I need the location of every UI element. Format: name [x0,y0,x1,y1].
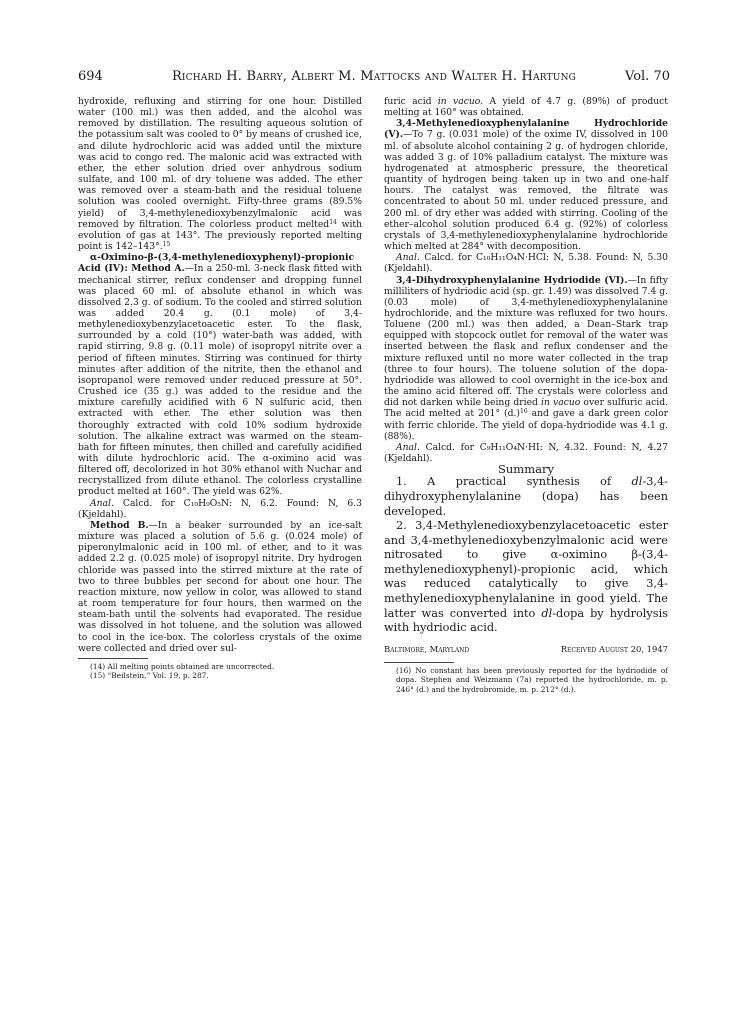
summary-item-2: 2. 3,4-Methylenedioxybenzylacetoacetic ester and 3,4-methylenedioxybenzylmalonic acid were nitrosated to give α-oximino β-(3,4-methylenedioxyphenyl)-propionic acid, which was reduced catalytically to give 3,4-methylenedioxyphenylalanine in good yield. The latter was converted into dl-dopa by hydrolysis with hydriodic acid. [384,519,669,635]
summary-item-1: 1. A practical synthesis of dl-3,4-dihydroxyphenylalanine (dopa) has been developed. [384,475,668,518]
footnote-ref-15[interactable]: 15 [162,241,171,249]
footnote-15: (15) “Beilstein,” Vol. 19, p. 287. [90,671,209,681]
paragraph-analysis-vi: Anal. Calcd. for C₉H₁₁O₄N·HI: N, 4.32. Found: N, 4.27 (Kjeldahl). [384,441,668,464]
summary-section [384,464,668,636]
page-number: 694 [78,69,103,84]
paragraph-hydriodide-vi: 3,4-Dihydroxyphenylalanine Hydriodide (VI).—In fifty milliliters of hydriodic acid (sp. gr. 1.49) was dissolved 7.4 g. (0.03 mole) of 3,4-methylenedioxyphenylalanine hydrochloride, and the mixture was refluxed for two hours. Toluene (200 ml.) was then added, a Dean–Stark trap equipped with stopcock outlet for removal of the water was inserted between the flask and reflux condenser and the mixture refluxed until no more water collected in the trap (three to four hours). The toluene solution of the dopa-hydriodide was allowed to cool overnight in the ice-box and the amino acid filtered off. The crystals were colorless and did not darken while being dried in vacuo over sulfuric acid. The acid melted at 201° $(d.)^{16}$ and gave a dark green color with ferric chloride. The yield of dopa-hydriodide was 4.1 g. (88%). [384,274,669,442]
footnote-16: (16) No constant has been previously reported for the hydriodide of dopa. Stephen and Weizmann (7a) reported the hydrochloride, m. p. 246° (d.) and the hydrobromide, m. p. 212° (d.). [396,665,668,694]
footnote-ref-14[interactable]: 14 [329,218,337,226]
section-heading-method-b: Method B. [90,519,149,531]
section-heading-hydrochloride: 3,4-Methylenedioxyphenylalanine Hydrochloride (V). [384,118,668,141]
paragraph-method-b: Method B.—In a beaker surrounded by an ice-salt mixture was placed a solution of 5.6 g. (0.024 mole) of piperonylmalonic acid in 100 ml. of ether, and to it was added 2.2 g. (0.025 mole) of isopropyl nitrite. Dry hydrogen chloride was passed into the stirred mixture at the rate of two to three bubbles per second for about one hour. The reaction mixture, now yellow in color, was allowed to stand at room temperature for four hours, then warmed on the steam-bath until the solvents had evaporated. The residue was dissolved in hot toluene, and the solution was allowed to cool in the ice-box. The colorless crystals of the oxime were collected and dried over sul- [78,519,363,654]
footnote-14: (14) All melting points obtained are uncorrected. [90,661,275,671]
section-heading-oximino: α-Oximino-β-(3,4-methylenedioxyphenyl)-propionic Acid (IV): Method A. [78,252,355,275]
received-date: Received August 20, 1947 [560,643,668,654]
footnote-ref-16[interactable]: 16 [520,408,528,416]
paragraph-oximino-method-a: α-Oximino-β-(3,4-methylenedioxyphenyl)-propionic Acid (IV): Method A.—In a 250-ml. 3-neck flask fitted with mechanical stirrer, reflux condenser and dropping funnel was placed 60 ml. of absolute ethanol in which was dissolved 2.3 g. of sodium. To the cooled and stirred solution was added 20.4 g. (0.1 mole) of 3,4-methylenedioxybenzylacetoacetic ester. To the flask, surrounded by a cold (10°) water-bath was added, with rapid stirring, 9.8 g. (0.11 mole) of isopropyl nitrite over a period of fifteen minutes. Stirring was continued for thirty minutes after addition of the nitrite, then the ethanol and isopropanol were removed under reduced pressure at 50°. Crushed ice (35 g.) was added to the residue and the mixture carefully acidified with 6 N sulfuric acid, then extracted with ether. The ether solution was then thoroughly extracted with cold 10% sodium hydroxide solution. The alkaline extract was warmed on the steam-bath for fifteen minutes, then chilled and carefully acidified with dilute hydrochloric acid. The α-oximino acid was filtered off, decolorized in hot 30% ethanol with Nuchar and recrystallized from dilute ethanol. The colorless crystalline product melted at 160°. The yield was 62%. [78,252,363,498]
footnote-divider-right [384,662,454,663]
paragraph-hydrochloride-v: 3,4-Methylenedioxyphenylalanine Hydrochloride (V).—To 7 g. (0.031 mole) of the oxime IV, dissolved in 100 ml. of absolute alcohol containing 2 g. of hydrogen chloride, was added 3 g. of 10% palladium catalyst. The mixture was hydrogenated at atmospheric pressure, the theoretical quantity of hydrogen being taken up in two and one-half hours. The catalyst was removed, the filtrate was concentrated to about 50 ml. under reduced pressure, and 200 ml. of dry ether was added with stirring. Cooling of the ether–alcohol solution produced 6.4 g. (92%) of colorless crystals of 3,4-methylenedioxyphenylalanine hydrochloride which melted at 284° with decomposition. [384,118,668,253]
running-head-authors: Richard H. Barry, Albert M. Mattocks and Walter H. Hartung [171,69,577,84]
affiliation-place: Baltimore, Maryland [384,643,470,654]
section-heading-hydriodide: 3,4-Dihydroxyphenylalanine Hydriodide (VI). [396,274,628,286]
paragraph-oxime-yield: furic acid in vacuo. A yield of 4.7 g. (89%) of product melting at 160° was obtained. [384,96,668,119]
summary-heading: Summary [498,462,554,477]
volume-label: Vol. 70 [625,69,670,84]
running-header [78,68,670,86]
paragraph-malonic-acid: hydroxide, refluxing and stirring for one hour. Distilled water (100 ml.) was then added, and the alcohol was removed by distillation. The resulting aqueous solution of the potassium salt was cooled to 0° by means of crushed ice, and dilute hydrochloric acid was added until the mixture was acid to congo red. The malonic acid was extracted with ether, the ether solution dried over anhydrous sodium sulfate, and 100 ml. of dry toluene was added. The ether was removed over a steam-bath and the residual toluene solution was cooled overnight. Fifty-three grams (89.5% yield) of 3,4-methylenedioxybenzylmalonic acid was removed by filtration. The colorless product melted$^{14}$ with evolution of gas at 143°. The previously reported melting point is 142–143°.$^{15}$ [78,96,362,253]
signature-line [384,644,668,658]
right-column [384,96,668,694]
left-column [78,96,362,681]
footnote-divider [78,658,148,659]
paragraph-analysis-v: Anal. Calcd. for C₁₀H₁₁O₄N·HCl: N, 5.38. Found: N, 5.30 (Kjeldahl). [384,252,668,275]
paragraph-analysis-iv: Anal. Calcd. for C₁₀H₉O₅N: N, 6.2. Found: N, 6.3 (Kjeldahl). [78,497,362,520]
